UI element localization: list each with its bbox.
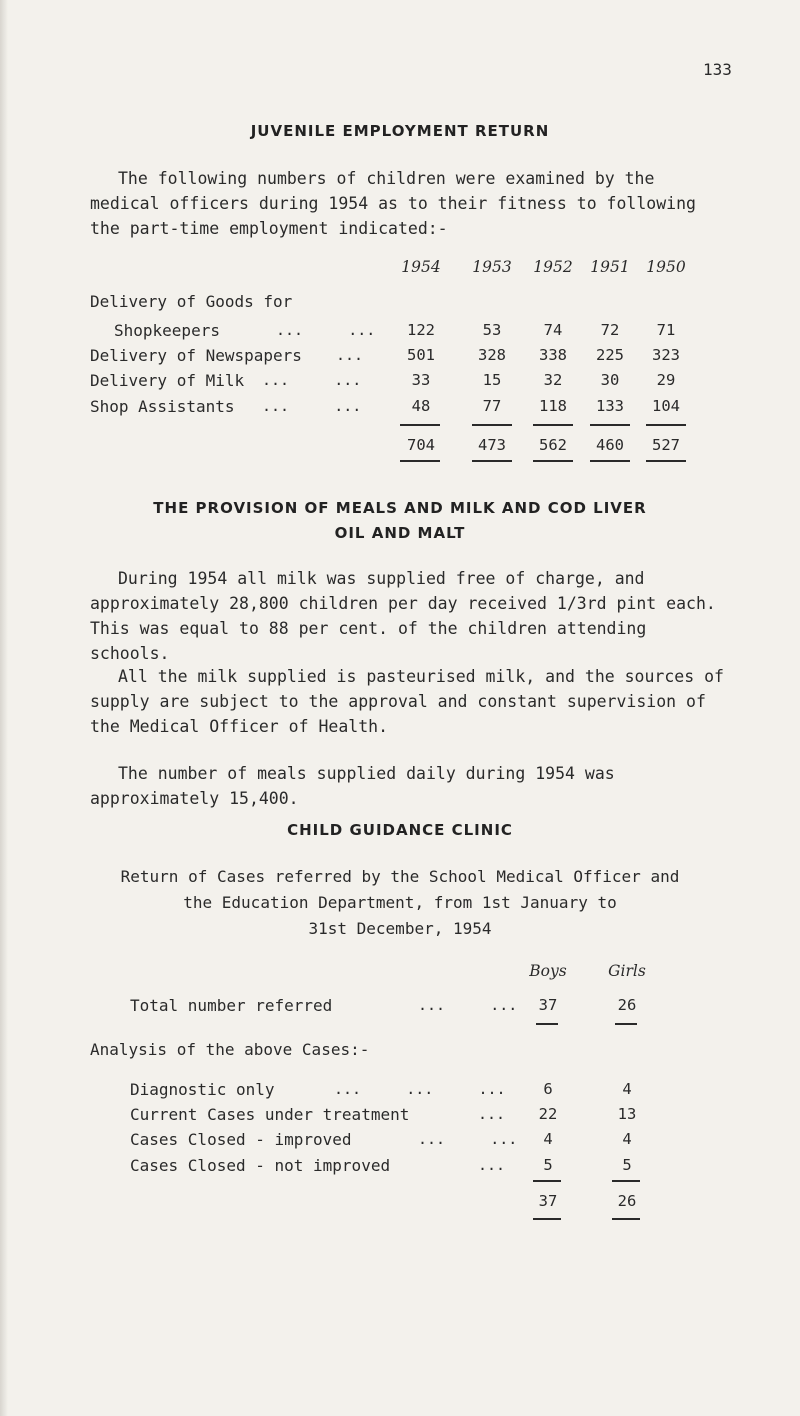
total-underline: [533, 460, 573, 462]
clinic-subheading: Return of Cases referred by the School Medical Officer and: [120, 867, 680, 886]
table-cell: 323: [652, 346, 680, 364]
table-cell: 71: [656, 321, 676, 339]
row-label: Current Cases under treatment: [130, 1105, 410, 1124]
total-rule: [590, 424, 630, 426]
cell-underline: [615, 1023, 637, 1025]
table-cell: 26: [617, 996, 637, 1014]
year-header: 1950: [646, 258, 686, 276]
sum-rule: [612, 1180, 640, 1182]
total-cell: 473: [478, 436, 506, 454]
sum-cell: 26: [617, 1192, 637, 1210]
leader-dots: ... ...: [418, 996, 518, 1014]
table-cell: 4: [622, 1080, 632, 1098]
page-edge-shadow: [0, 0, 8, 1416]
row-label: Delivery of Milk: [90, 371, 245, 390]
table-cell: 29: [656, 371, 676, 389]
total-rule: [533, 424, 573, 426]
meals-paragraph-3: The number of meals supplied daily during 1954 was approximately 15,400.: [90, 764, 615, 808]
row-label: Diagnostic only: [130, 1080, 275, 1099]
year-header: 1954: [401, 258, 441, 276]
table-cell: 22: [538, 1105, 558, 1123]
row-label: Shopkeepers: [114, 321, 220, 340]
year-header: 1953: [472, 258, 512, 276]
leader-dots: ... ...: [262, 397, 362, 415]
total-rule: [472, 424, 512, 426]
row-label: Cases Closed - improved: [130, 1130, 352, 1149]
leader-dots: ...: [336, 346, 364, 364]
table-cell: 33: [411, 371, 431, 389]
table-cell: 225: [596, 346, 624, 364]
table-cell: 328: [478, 346, 506, 364]
total-underline: [646, 460, 686, 462]
row-label: Delivery of Goods for: [90, 292, 293, 311]
table-cell: 13: [617, 1105, 637, 1123]
table-cell: 104: [652, 397, 680, 415]
clinic-subheading: the Education Department, from 1st January to: [183, 893, 617, 912]
table-cell: 133: [596, 397, 624, 415]
table-cell: 4: [622, 1130, 632, 1148]
total-cell: 562: [539, 436, 567, 454]
table-cell: 6: [543, 1080, 553, 1098]
total-rule: [400, 424, 440, 426]
row-label: Delivery of Newspapers: [90, 346, 302, 365]
table-cell: 72: [600, 321, 620, 339]
total-underline: [400, 460, 440, 462]
cell-underline: [536, 1023, 558, 1025]
table-cell: 5: [622, 1156, 632, 1174]
total-rule: [646, 424, 686, 426]
total-underline: [472, 460, 512, 462]
leader-dots: ...: [478, 1156, 506, 1174]
leader-dots: ... ...: [262, 371, 362, 389]
page-number: 133: [703, 60, 732, 79]
year-header: 1952: [533, 258, 573, 276]
column-header-girls: Girls: [608, 962, 646, 980]
child-guidance-heading: CHILD GUIDANCE CLINIC: [287, 821, 513, 839]
leader-dots: ... ... ...: [334, 1080, 506, 1098]
juvenile-employment-heading: JUVENILE EMPLOYMENT RETURN: [250, 122, 550, 140]
table-cell: 32: [543, 371, 563, 389]
table-cell: 37: [538, 996, 558, 1014]
total-cell: 527: [652, 436, 680, 454]
row-label: Cases Closed - not improved: [130, 1156, 391, 1175]
clinic-subheading: 31st December, 1954: [308, 919, 492, 938]
meals-milk-heading-line2: OIL AND MALT: [334, 524, 466, 542]
leader-dots: ... ...: [418, 1130, 518, 1148]
table-cell: 48: [411, 397, 431, 415]
table-cell: 53: [482, 321, 502, 339]
analysis-label: Analysis of the above Cases:-: [90, 1040, 370, 1059]
leader-dots: ...: [478, 1105, 506, 1123]
table-cell: 30: [600, 371, 620, 389]
table-cell: 77: [482, 397, 502, 415]
total-referred-label: Total number referred: [130, 996, 333, 1015]
table-cell: 5: [543, 1156, 553, 1174]
column-header-boys: Boys: [529, 962, 567, 980]
sum-rule: [533, 1180, 561, 1182]
table-cell: 122: [407, 321, 435, 339]
table-cell: 4: [543, 1130, 553, 1148]
leader-dots: ... ...: [276, 321, 376, 339]
table-cell: 118: [539, 397, 567, 415]
juvenile-intro-paragraph: The following numbers of children were examined by the medical officers during 1954 as to their fitness to following the part-time employment indicated:-: [90, 169, 696, 238]
sum-cell: 37: [538, 1192, 558, 1210]
total-cell: 460: [596, 436, 624, 454]
meals-paragraph-2: All the milk supplied is pasteurised milk, and the sources of supply are subject to the approval and constant supervision of the Medical Officer of Health.: [90, 667, 724, 736]
total-underline: [590, 460, 630, 462]
table-cell: 74: [543, 321, 563, 339]
meals-paragraph-1: During 1954 all milk was supplied free of charge, and approximately 28,800 children per day received 1/3rd pint each. This was equal to 88 per cent. of the children attending schools.: [90, 569, 716, 663]
table-cell: 338: [539, 346, 567, 364]
sum-underline: [533, 1218, 561, 1220]
year-header: 1951: [590, 258, 630, 276]
total-cell: 704: [407, 436, 435, 454]
meals-milk-heading: THE PROVISION OF MEALS AND MILK AND COD LIVER: [153, 499, 647, 517]
table-cell: 501: [407, 346, 435, 364]
row-label: Shop Assistants: [90, 397, 235, 416]
sum-underline: [612, 1218, 640, 1220]
table-cell: 15: [482, 371, 502, 389]
